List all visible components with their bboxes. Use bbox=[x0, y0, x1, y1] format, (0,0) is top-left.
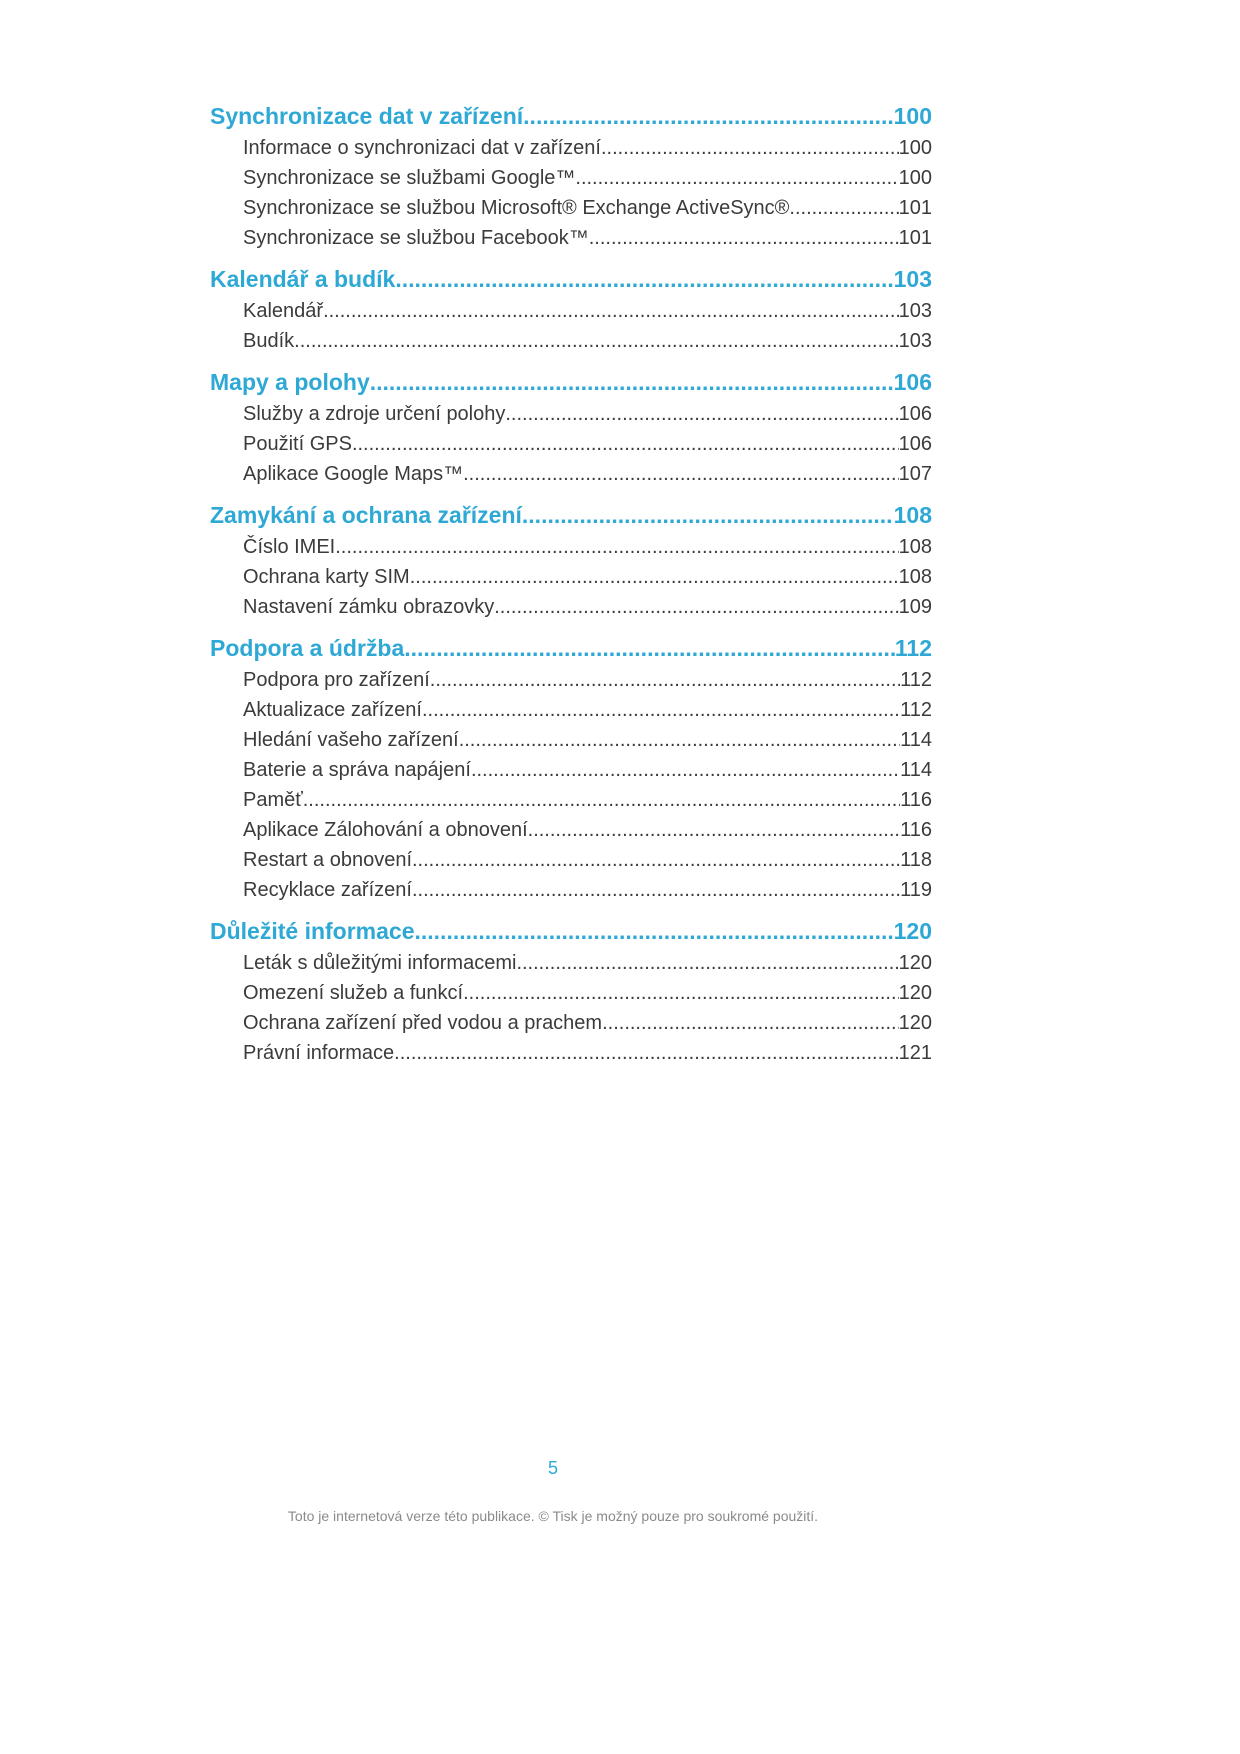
dot-leader bbox=[294, 326, 898, 356]
dot-leader bbox=[410, 562, 899, 592]
toc-item-page: 103 bbox=[898, 330, 932, 352]
toc-item-label: Nastavení zámku obrazovky bbox=[243, 596, 495, 618]
toc-item-page: 114 bbox=[900, 759, 932, 781]
toc-item-page: 112 bbox=[900, 699, 932, 721]
toc-item-label: Informace o synchronizaci dat v zařízení bbox=[243, 137, 601, 159]
toc-item-page: 100 bbox=[898, 167, 932, 189]
toc-heading-entry[interactable] bbox=[210, 915, 932, 948]
toc-item-label: Služby a zdroje určení polohy bbox=[243, 403, 506, 425]
toc-item-page: 120 bbox=[898, 982, 932, 1004]
toc-item-page: 118 bbox=[900, 849, 932, 871]
toc-item-label: Právní informace bbox=[243, 1042, 395, 1064]
toc-item-label: Podpora pro zařízení bbox=[243, 669, 430, 691]
toc-item-label: Kalendář bbox=[243, 300, 324, 322]
toc-item-label: Omezení služeb a funkcí bbox=[243, 982, 464, 1004]
toc-item-entry[interactable] bbox=[210, 326, 932, 356]
toc-item-entry[interactable] bbox=[210, 163, 932, 193]
toc-item-page: 121 bbox=[898, 1042, 932, 1064]
toc-item-label: Paměť bbox=[243, 789, 303, 811]
dot-leader bbox=[463, 459, 899, 489]
toc-heading-entry[interactable] bbox=[210, 632, 932, 665]
toc-item-entry[interactable] bbox=[210, 399, 932, 429]
dot-leader bbox=[370, 366, 894, 399]
dot-leader bbox=[394, 1038, 898, 1068]
dot-leader bbox=[494, 592, 898, 622]
toc-section bbox=[210, 263, 932, 356]
toc-item-label: Budík bbox=[243, 330, 295, 352]
toc-item-entry[interactable] bbox=[210, 1008, 932, 1038]
toc-heading-label: Synchronizace dat v zařízení bbox=[210, 103, 524, 129]
toc-item-label: Aktualizace zařízení bbox=[243, 699, 422, 721]
toc-item-entry[interactable] bbox=[210, 532, 932, 562]
dot-leader bbox=[404, 632, 895, 665]
toc-item-label: Synchronizace se službami Google™ bbox=[243, 167, 576, 189]
toc-heading-entry[interactable] bbox=[210, 499, 932, 532]
toc-item-entry[interactable] bbox=[210, 429, 932, 459]
toc-item-entry[interactable] bbox=[210, 223, 932, 253]
dot-leader bbox=[505, 399, 898, 429]
toc-heading-page: 108 bbox=[893, 502, 932, 528]
toc-heading-page: 120 bbox=[893, 918, 932, 944]
dot-leader bbox=[415, 915, 894, 948]
dot-leader bbox=[430, 665, 900, 695]
toc-item-entry[interactable] bbox=[210, 459, 932, 489]
toc-item-entry[interactable] bbox=[210, 785, 932, 815]
toc-heading-page: 103 bbox=[893, 266, 932, 292]
toc-heading-entry[interactable] bbox=[210, 263, 932, 296]
toc-item-label: Číslo IMEI bbox=[243, 536, 336, 558]
toc-item-entry[interactable] bbox=[210, 592, 932, 622]
toc-item-label: Leták s důležitými informacemi bbox=[243, 952, 517, 974]
toc-item-page: 108 bbox=[898, 536, 932, 558]
toc-item-page: 108 bbox=[898, 566, 932, 588]
toc-item-label: Hledání vašeho zařízení bbox=[243, 729, 459, 751]
toc-item-entry[interactable] bbox=[210, 1038, 932, 1068]
toc-heading-label: Mapy a polohy bbox=[210, 369, 370, 395]
dot-leader bbox=[412, 875, 900, 905]
toc-item-entry[interactable] bbox=[210, 296, 932, 326]
toc-item-page: 101 bbox=[898, 197, 932, 219]
toc-item-label: Synchronizace se službou Microsoft® Exchange ActiveSync® bbox=[243, 197, 790, 219]
dot-leader bbox=[335, 532, 898, 562]
toc-item-page: 103 bbox=[898, 300, 932, 322]
toc-item-entry[interactable] bbox=[210, 948, 932, 978]
table-of-contents bbox=[210, 100, 932, 1068]
toc-item-entry[interactable] bbox=[210, 845, 932, 875]
dot-leader bbox=[412, 845, 900, 875]
dot-leader bbox=[522, 499, 894, 532]
toc-section bbox=[210, 632, 932, 905]
dot-leader bbox=[352, 429, 899, 459]
toc-section bbox=[210, 499, 932, 622]
dot-leader bbox=[528, 815, 900, 845]
dot-leader bbox=[589, 223, 899, 253]
toc-item-label: Aplikace Google Maps™ bbox=[243, 463, 464, 485]
toc-item-page: 120 bbox=[898, 1012, 932, 1034]
toc-heading-page: 112 bbox=[894, 635, 932, 661]
dot-leader bbox=[575, 163, 898, 193]
toc-item-label: Použití GPS bbox=[243, 433, 352, 455]
dot-leader bbox=[523, 100, 893, 133]
toc-item-label: Ochrana karty SIM bbox=[243, 566, 410, 588]
dot-leader bbox=[323, 296, 899, 326]
toc-item-label: Ochrana zařízení před vodou a prachem bbox=[243, 1012, 603, 1034]
toc-heading-label: Důležité informace bbox=[210, 918, 415, 944]
footer-note: Toto je internetová verze této publikace. © Tisk je možný pouze pro soukromé použití. bbox=[287, 1508, 819, 1524]
dot-leader bbox=[303, 785, 900, 815]
toc-item-page: 100 bbox=[898, 137, 932, 159]
toc-item-entry[interactable] bbox=[210, 978, 932, 1008]
toc-item-page: 116 bbox=[900, 819, 932, 841]
toc-heading-label: Kalendář a budík bbox=[210, 266, 396, 292]
page-number: 5 bbox=[547, 1458, 558, 1478]
toc-heading-entry[interactable] bbox=[210, 366, 932, 399]
toc-item-label: Aplikace Zálohování a obnovení bbox=[243, 819, 528, 841]
toc-item-label: Baterie a správa napájení bbox=[243, 759, 471, 781]
dot-leader bbox=[516, 948, 898, 978]
toc-item-entry[interactable] bbox=[210, 133, 932, 163]
toc-item-entry[interactable] bbox=[210, 725, 932, 755]
toc-item-page: 106 bbox=[898, 433, 932, 455]
toc-item-page: 112 bbox=[900, 669, 932, 691]
toc-item-page: 101 bbox=[898, 227, 932, 249]
toc-item-entry[interactable] bbox=[210, 665, 932, 695]
toc-item-entry[interactable] bbox=[210, 875, 932, 905]
dot-leader bbox=[601, 133, 899, 163]
toc-heading-label: Podpora a údržba bbox=[210, 635, 405, 661]
toc-item-entry[interactable] bbox=[210, 193, 932, 223]
dot-leader bbox=[471, 755, 900, 785]
toc-item-page: 107 bbox=[898, 463, 932, 485]
toc-heading-entry[interactable] bbox=[210, 100, 932, 133]
dot-leader bbox=[463, 978, 899, 1008]
toc-item-label: Restart a obnovení bbox=[243, 849, 412, 871]
toc-item-page: 114 bbox=[900, 729, 932, 751]
toc-item-entry[interactable] bbox=[210, 695, 932, 725]
toc-item-page: 116 bbox=[900, 789, 932, 811]
dot-leader bbox=[459, 725, 900, 755]
dot-leader bbox=[395, 263, 893, 296]
toc-section bbox=[210, 915, 932, 1068]
toc-item-page: 120 bbox=[898, 952, 932, 974]
toc-heading-page: 100 bbox=[893, 103, 932, 129]
toc-section bbox=[210, 100, 932, 253]
dot-leader bbox=[602, 1008, 899, 1038]
dot-leader bbox=[422, 695, 900, 725]
toc-item-label: Synchronizace se službou Facebook™ bbox=[243, 227, 589, 249]
toc-item-entry[interactable] bbox=[210, 755, 932, 785]
toc-item-page: 106 bbox=[898, 403, 932, 425]
toc-item-page: 109 bbox=[898, 596, 932, 618]
toc-item-entry[interactable] bbox=[210, 815, 932, 845]
toc-heading-page: 106 bbox=[893, 369, 932, 395]
toc-item-label: Recyklace zařízení bbox=[243, 879, 412, 901]
toc-item-entry[interactable] bbox=[210, 562, 932, 592]
toc-section bbox=[210, 366, 932, 489]
toc-heading-label: Zamykání a ochrana zařízení bbox=[210, 502, 522, 528]
dot-leader bbox=[789, 193, 898, 223]
toc-item-page: 119 bbox=[900, 879, 932, 901]
